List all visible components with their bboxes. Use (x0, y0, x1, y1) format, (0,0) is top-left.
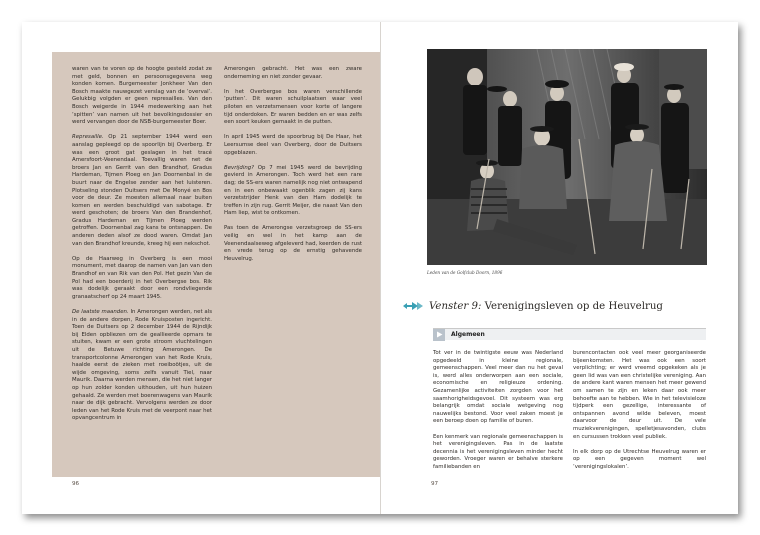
paragraph (72, 134, 212, 248)
double-arrow-icon (403, 301, 425, 311)
right-page (380, 22, 738, 514)
section-heading (403, 298, 713, 314)
subsection-bar (433, 328, 706, 340)
paragraph (72, 256, 212, 302)
left-column-1 (72, 66, 212, 423)
paragraph-lead: De laatste maanden. (72, 309, 129, 315)
paragraph-text: Op de Haarweg in Overberg is een mooi monument, met daarop de namen van Jan van den Brandhof en van Rik van den Pol. Het gezin Van de Pol had een boerderij in het Overbergse bos. Rik was dodelijk geraakt door een rondvliegende granaatscherf op 24 maart 1945. (72, 255, 212, 300)
page-number-right: 97 (431, 481, 439, 487)
paragraph-text: Amerongen gebracht. Het was een zware onderneming en niet zonder gevaar. (224, 66, 362, 80)
paragraph (72, 66, 212, 127)
subsection-title: Algemeen (451, 331, 485, 338)
paragraph (72, 309, 212, 423)
paragraph (224, 66, 362, 81)
section-title-text: Verenigingsleven op de Heuvelrug (481, 300, 663, 312)
triangle-play-icon (433, 329, 445, 341)
paragraph: burencontacten ook veel meer georganiseerde bijeenkomsten. Het was ook een soort verplichting; er werd vreemd opgekeken als je geen lid was van een christelijke vereniging. Aan de andere kant waren mensen het meer gewend om samen te zijn en leken daar ook meer behoefte aan te hebben. Wie in het televisieloze tijdperk een gezellige, interessante of ontspannen avond wilde beleven, moest daarvoor de deur uit. De vele muziekverenigingen, spelletjesavonden, clubs en cursussen trokken veel publiek. (573, 350, 706, 440)
paragraph-text: waren van te voren op de hoogte gesteld zodat ze met geld, bonnen en persoonsgegevens weg konden komen. Burgemeester Jonkheer Van den Bosch maakte nauwgezet verslag van de ‘overval’. Gelukbig volgden er geen represailles. Van den Bosch weigerde in 1944 medewerking aan het ‘spitten’ van namen uit het bevolkingsdossier en werd vervangen door de NSB-burgemeester Boer. (72, 66, 212, 126)
book-spread (22, 22, 738, 514)
paragraph (224, 134, 362, 157)
right-column-2 (573, 350, 706, 472)
paragraph (224, 165, 362, 218)
paragraph: In elk dorp op de Utrechtse Heuvelrug waren er op een gegeven moment wel ‘verenigingslokalen’. (573, 448, 706, 470)
paragraph-lead: Represaille. (72, 134, 104, 141)
paragraph-lead: Bevrijding? (224, 164, 255, 171)
left-column-2 (224, 66, 362, 263)
photo-caption: Leden van de Golfclub Doorn, 1896 (427, 270, 503, 275)
paragraph (224, 89, 362, 127)
historical-photo (427, 49, 707, 265)
right-column-1 (433, 350, 563, 472)
paragraph-text: Op 21 september 1944 werd een aanslag gepleegd op de spoorlijn bij Overberg. Er was een groot gat geslagen in het tracé Amersfoort-Veenendaal. Toevallig waren net de broers Jan en Gerrit van den Brandhof, Gradus Hardeman, Tijmen Ploeg en Jan Doornenbal in de buurt naar de Engelse zender aan het luisteren. Plotseling stonden Duitsers met De Monyé en Bos voor de deur. Ze moesten allemaal naar buiten komen en werden beschuldigd van sabotage. Er werd geschoten; de broers Van den Brandenhof, Gradus Hardeman en Tijmen Ploeg werden getroffen. Doornenbal zag kans te ontsnappen. De anderen deden alsof ze dood waren. Omdat Jan van den Brandhof kreunde, kreeg hij een nekschot. (72, 134, 212, 247)
paragraph (224, 225, 362, 263)
paragraph: Een kenmerk van regionale gemeenschappen is het verenigingsleven. Pas in de laatste decennia is het verenigingsleven minder hecht geworden. Vroeger waren er behalve sterkere familiebanden en (433, 433, 563, 470)
paragraph-text: Op 7 mei 1945 werd de bevrijding gevierd in Amerongen. Toch werd het een rare dag; de SS-ers waren namelijk nog niet ontwapend en in een onbewaakt ogenblik zagen zij kans verzetstrijder Henk van den Ham dodelijk te treffen in zijn rug. Gerrit Meijer, die naast Van den Ham liep, wist te ontkomen. (224, 164, 362, 217)
left-page (22, 22, 380, 514)
paragraph-text: Pas toen de Amerongse verzetsgroep de SS-ers veilig en wel in het kamp aan de Veenendaalseweg afgeleverd had, keerden de rust en vrede terug op de ernstig gehavende Heuvelrug. (224, 225, 362, 262)
page-number-left: 96 (72, 481, 80, 487)
paragraph-text: In april 1945 werd de spoorbrug bij De Haar, het Leersumse deel van Overberg, door de Duitsers opgeblazen. (224, 134, 362, 156)
paragraph-text: In het Overbergse bos waren verschillende ‘putten’. Dit waren schuilplaatsen waar veel piloten en verzetsmensen voor korte of langere tijd onderdoken. Er waren bedden en er was zelfs een soort keuken gemaakt in de putten. (224, 88, 362, 126)
paragraph: Tot ver in de twintigste eeuw was Nederland opgedeeld in kleine regionale, gemeenschappen. Veel meer dan nu het geval is, werd alles onderworpen aan een sociale, economische en religieuze ordening. Gezamenlijke activiteiten zorgden voor het saamhorigheidsgevoel. Dit systeem was erg belangrijk omdat sociale wetgeving nog nauwelijks bestond. Voor veel zaken moest je een beroep doen op familie of buren. (433, 350, 563, 425)
group-portrait-image (427, 49, 707, 265)
paragraph-text: In Amerongen werden, net als in de andere dorpen, Rode Kruisposten ingericht. Toen de Duitsers op 2 december 1944 de Rijndijk bij Elden opbliezen om de geallieerde opmars te stuiten, kwam er een grote stroom vluchtelingen uit de Betuwe richting Amerongen. De transportcolonne Amerongen van het Rode Kruis, haalde eerst de zieken met roeiboötjes, uit de wijde omgeving, soms zelfs vanuit Tiel, naar Maurik. Daarna werden mensen, die het niet langer op hun zolder konden uithouden, uit hun huizen gehaald. Ze werden met boerenwagens van Maurik naar de dijk gebracht. Vervolgens werden ze door leden van het Rode Kruis met de veerpont naar het opvangcentrum in (72, 309, 213, 422)
section-number: Venster 9: (429, 300, 482, 312)
section-title (429, 301, 663, 312)
